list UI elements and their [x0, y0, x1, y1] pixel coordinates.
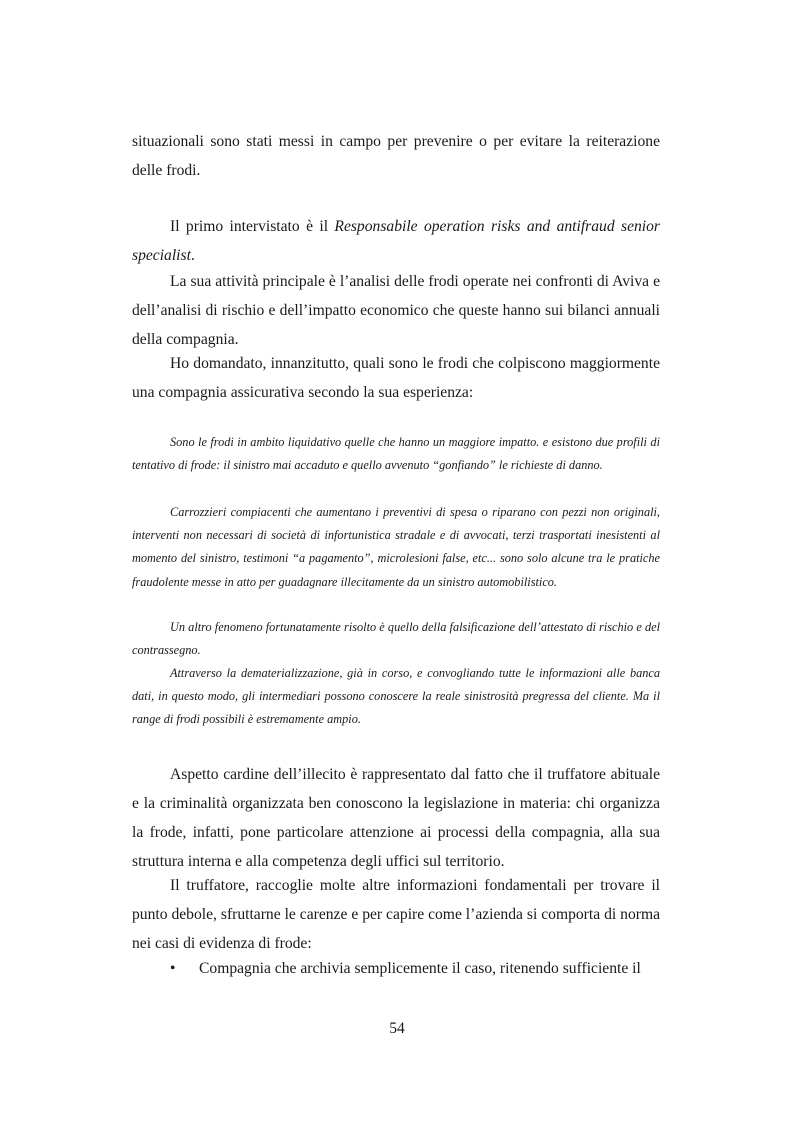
paragraph-question: Ho domandato, innanzitutto, quali sono le frodi che colpiscono maggiormente una compagnia assicurativa secondo la sua esperienza:	[132, 355, 660, 401]
bullet-item-text: Compagnia che archivia semplicemente il caso, ritenendo sufficiente il	[199, 960, 641, 977]
quote-paragraph-4: Attraverso la dematerializzazione, già in corso, e convogliando tutte le informazioni alle banca dati, in questo modo, gli intermediari possono conoscere la reale sinistrosità pregressa del cliente. Ma il range di frodi possibili è estremamente ampio.	[132, 666, 660, 727]
quote-paragraph-3: Un altro fenomeno fortunatamente risolto è quello della falsificazione dell’attestato di rischio e del contrassegno.	[132, 620, 660, 658]
interviewee-lead: Il primo intervistato è il	[170, 218, 335, 235]
paragraph-cardine: Aspetto cardine dell’illecito è rappresentato dal fatto che il truffatore abituale e la criminalità organizzata ben conoscono la legislazione in materia: chi organizza la frode, infatti, pone particolare attenzione ai processi della compagnia, alla sua struttura interna e alla competenza degli uffici sul territorio.	[132, 766, 660, 870]
paragraph-interviewee	[132, 212, 660, 270]
quote-paragraph-1: Sono le frodi in ambito liquidativo quelle che hanno un maggiore impatto. e esistono due profili di tentativo di frode: il sinistro mai accaduto e quello avvenuto “gonfiando” le richieste di danno.	[132, 435, 660, 473]
interviewee-role: Responsabile operation risks and antifraud senior specialist	[132, 218, 660, 264]
page-number: 54	[389, 1020, 405, 1037]
paragraph-activity: La sua attività principale è l’analisi delle frodi operate nei confronti di Aviva e dell’analisi di rischio e dell’impatto economico che queste hanno sui bilanci annuali della compagnia.	[132, 273, 660, 348]
bullet-icon: •	[170, 960, 176, 977]
interviewee-tail: .	[190, 247, 195, 264]
quote-paragraph-2: Carrozzieri compiacenti che aumentano i preventivi di spesa o riparano con pezzi non originali, interventi non necessari di società di infortunistica stradale e di avvocati, terzi trasportati inesistenti al momento del sinistro, testimoni “a pagamento”, microlesioni false, etc... sono solo alcune tra le pratiche fraudolente messe in atto per guadagnare illecitamente da un sinistro automobilistico.	[132, 505, 660, 589]
paragraph-intro-end: situazionali sono stati messi in campo per prevenire o per evitare la reiterazione delle frodi.	[132, 133, 660, 179]
paragraph-truffatore: Il truffatore, raccoglie molte altre informazioni fondamentali per trovare il punto debole, sfruttarne le carenze e per capire come l’azienda si comporta di norma nei casi di evidenza di frode:	[132, 877, 660, 952]
